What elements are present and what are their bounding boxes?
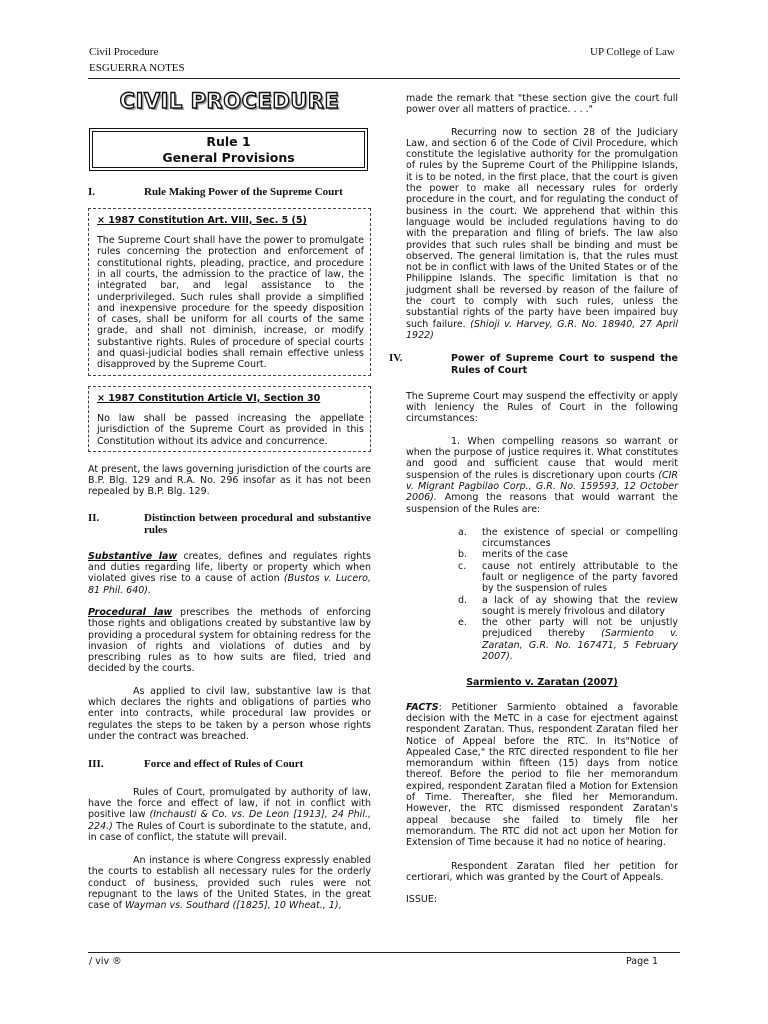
congress-instance-citation: Wayman vs. Southard ([1825], 10 Wheat., 1): [125, 900, 339, 912]
constitution-box-2-title: 1987 Constitution Article VI, Section 30: [108, 392, 321, 404]
page-title: CIVIL PROCEDURE: [119, 89, 340, 113]
bullet-icon: ×: [97, 214, 109, 226]
list-item-letter: c.: [458, 560, 467, 572]
respondent-petition-paragraph: Respondent Zaratan filed her petition for certiorari, which was granted by the Court of Appeals.: [406, 860, 678, 883]
footer-page-number: Page 1: [626, 956, 659, 967]
rules-force-paragraph: [88, 787, 371, 843]
section-3-title: Force and effect of Rules of Court: [144, 758, 304, 771]
congress-instance-text-end: ,: [338, 900, 342, 912]
section-4-number: IV.: [389, 352, 403, 365]
list-item: [458, 595, 678, 618]
compelling-reasons-citation: (CIR v. Migrant Pagbilao Corp., G.R. No. 159593, 12 October 2006).: [406, 469, 678, 504]
header-subject: Civil Procedure: [89, 46, 159, 58]
judiciary-law-paragraph: [406, 127, 678, 342]
section-2-number: II.: [88, 511, 100, 524]
section-3-heading: [88, 758, 371, 771]
civil-law-paragraph: As applied to civil law, substantive law is that which declares the rights and obligations of parties who enter into contracts, while procedural law provides or regulates the steps to be taken by a person whose rights under the contract was breached.: [88, 685, 371, 742]
rules-force-citation: (Inchausti & Co. vs. De Leon [1913], 24 Phil., 224.): [88, 809, 371, 832]
section-4-heading: [389, 353, 678, 376]
judiciary-law-citation: (Shioji v. Harvey, G.R. No. 18940, 27 April 1922): [406, 318, 678, 341]
substantive-law-term: Substantive law: [88, 550, 178, 562]
procedural-law-paragraph: [88, 607, 371, 675]
right-column: [389, 93, 678, 906]
constitution-box-1-text: The Supreme Court shall have the power to promulgate rules concerning the protection and enforcement of constitutional rights, pleading, practice, and procedure in all courts, the admission to the practice of law, the integrated bar, and legal assistance to the underprivileged. Such rules shall provide a simplified and inexpensive procedure for the speedy disposition of cases, shall be uniform for all courts of the same grade, and shall not diminish, increase, or modify substantive rights. Rules of procedure of special courts and quasi-judicial bodies shall remain effective unless disapproved by the Supreme Court.: [97, 235, 364, 371]
list-item: [458, 561, 678, 595]
left-column: [88, 89, 372, 912]
section-1-number: I.: [88, 186, 96, 199]
rules-force-text: Rules of Court, promulgated by authority of law, have the force and effect of law, if not in conflict with positive law: [88, 786, 371, 821]
list-item-letter: b.: [458, 549, 468, 561]
list-item: [458, 549, 678, 560]
procedural-law-text: prescribes the methods of enforcing those rights and obligations created by substantive law by providing a procedural system for obtaining redress for the invasion of rights and violations of duties and by prescribing rules as to how suits are filed, tried and decided by the courts.: [88, 606, 372, 675]
bullet-icon: ×: [97, 392, 109, 404]
footer-author: / viv ®: [89, 956, 122, 967]
jurisdiction-note: At present, the laws governing jurisdiction of the courts are B.P. Blg. 129 and R.A. No. 296 insofar as it has not been repealed by B.P. Blg. 129.: [88, 463, 371, 498]
header-divider: [88, 78, 680, 79]
constitution-box-1-title: 1987 Constitution Art. VIII, Sec. 5 (5): [108, 214, 307, 226]
compelling-reasons-text: 1. When compelling reasons so warrant or when the purpose of justice requires it. What constitutes and good and sufficient cause that would merit suspension of the rules is discretionary upon courts: [406, 435, 678, 481]
list-item-letter: e.: [458, 617, 467, 629]
procedural-law-term: Procedural law: [88, 606, 173, 618]
constitution-box-1: [88, 208, 371, 376]
substantive-law-paragraph: [88, 551, 371, 596]
header-school: UP College of Law: [590, 46, 675, 58]
section-4-title: Power of Supreme Court to suspend the Rules of Court: [451, 353, 678, 376]
congress-instance-text: An instance is where Congress expressly enabled the courts to establish all necessary rules for the orderly conduct of business, provided such rules were not repugnant to the laws of the United States, in the great case of: [88, 855, 371, 912]
list-item-text: merits of the case: [482, 549, 568, 561]
header-notes: ESGUERRA NOTES: [89, 62, 185, 74]
list-item-text: a lack of ay showing that the review sought is merely frivolous and dilatory: [482, 594, 678, 617]
list-item-text: the existence of special or compelling circumstances: [482, 526, 678, 550]
section-2-heading: [88, 512, 371, 537]
list-citation: (Sarmiento v. Zaratan, G.R. No. 167471, 5 February 2007).: [482, 628, 678, 663]
rule-number: Rule 1: [206, 134, 251, 150]
compelling-reasons-paragraph: [406, 436, 678, 515]
constitution-box-2-text: No law shall be passed increasing the appellate jurisdiction of the Supreme Court as provided in this Constitution without its advice and concurrence.: [97, 412, 364, 447]
section-3-number: III.: [88, 758, 104, 771]
suspension-intro: The Supreme Court may suspend the effectivity or apply with leniency the Rules of Court in the following circumstances:: [406, 390, 678, 425]
congress-instance-paragraph: [88, 855, 371, 911]
facts-label: FACTS: [406, 701, 439, 713]
judiciary-law-text: Recurring now to section 28 of the Judiciary Law, and section 6 of the Code of Civil Procedure, which constitute the legislative authority for the promulgation of rules by the Supreme Court of the Philippine Islands, it is to be noted, in the first place, that the court is given the power to make all necessary rules for orderly procedure in the court, and for regulating the conduct of business in the court. We apprehend that within this language would be included regulations having to do with the preparation and filing of briefs. The law also provides that such rules shall be binding and must be observed. The general limitation is, that the rules must not be in conflict with laws of the United States or of the Philippine Islands. The specific limitation is that no judgment shall be reversed by reason of the failure of the court to comply with such rules, unless the substantial rights of the party have been impaired buy such failure.: [406, 126, 678, 330]
section-1-title: Rule Making Power of the Supreme Court: [144, 186, 343, 199]
list-item-letter: a.: [458, 526, 467, 538]
rule-heading-box: [92, 131, 365, 168]
substantive-law-citation: (Bustos v. Lucero, 81 Phil. 640).: [88, 573, 371, 596]
list-item: [458, 527, 678, 550]
rules-force-text-end: The Rules of Court is subordinate to the statute, and, in case of conflict, the statute will prevail.: [88, 820, 371, 843]
section-1-heading: [88, 186, 371, 199]
quote-continuation: made the remark that "these section give the court full power over all matters of practice. . . .": [406, 93, 678, 116]
list-item: [458, 617, 678, 662]
compelling-reasons-text-end: Among the reasons that would warrant the suspension of the Rules are:: [406, 492, 678, 515]
case-title: Sarmiento v. Zaratan (2007): [466, 677, 618, 689]
constitution-box-1-heading: [97, 215, 364, 226]
rule-name: General Provisions: [162, 150, 295, 166]
section-2-title: Distinction between procedural and substantive rules: [144, 511, 371, 537]
list-item-text: cause not entirely attributable to the fault or negligence of the party favored by the suspension of rules: [482, 560, 678, 595]
list-item-text: [482, 617, 678, 662]
substantive-law-text: creates, defines and regulates rights and duties regarding life, liberty or property which when violated gives rise to a cause of action: [88, 550, 371, 585]
facts-text: : Petitioner Sarmiento obtained a favorable decision with the MeTC in a case for ejectment against respondent Zaratan. Thus, respondent Zaratan filed her Notice of Appeal before the RTC. In its"Notice of Appealed Case," the RTC directed respondent to file her memorandum within fifteen (15) days from notice thereof. Before the period to file her memorandum expired, respondent Zaratan filed a Motion for Extension of Time. Thereafter, she filed her Memorandum. However, the RTC dismissed respondent Zaratan's appeal because she failed to timely file her memorandum. The RTC did not act upon her Motion for Extension of Time because it had no notice of hearing.: [406, 701, 678, 849]
list-item-text-main: the other party will not be unjustly prejudiced thereby: [482, 617, 678, 640]
reasons-list: [406, 527, 678, 663]
list-item-letter: d.: [458, 594, 468, 606]
facts-paragraph: [406, 702, 678, 849]
issue-label: ISSUE:: [406, 894, 438, 906]
footer-divider: [88, 952, 680, 953]
constitution-box-2-heading: [97, 393, 364, 404]
constitution-box-2: [88, 386, 371, 452]
